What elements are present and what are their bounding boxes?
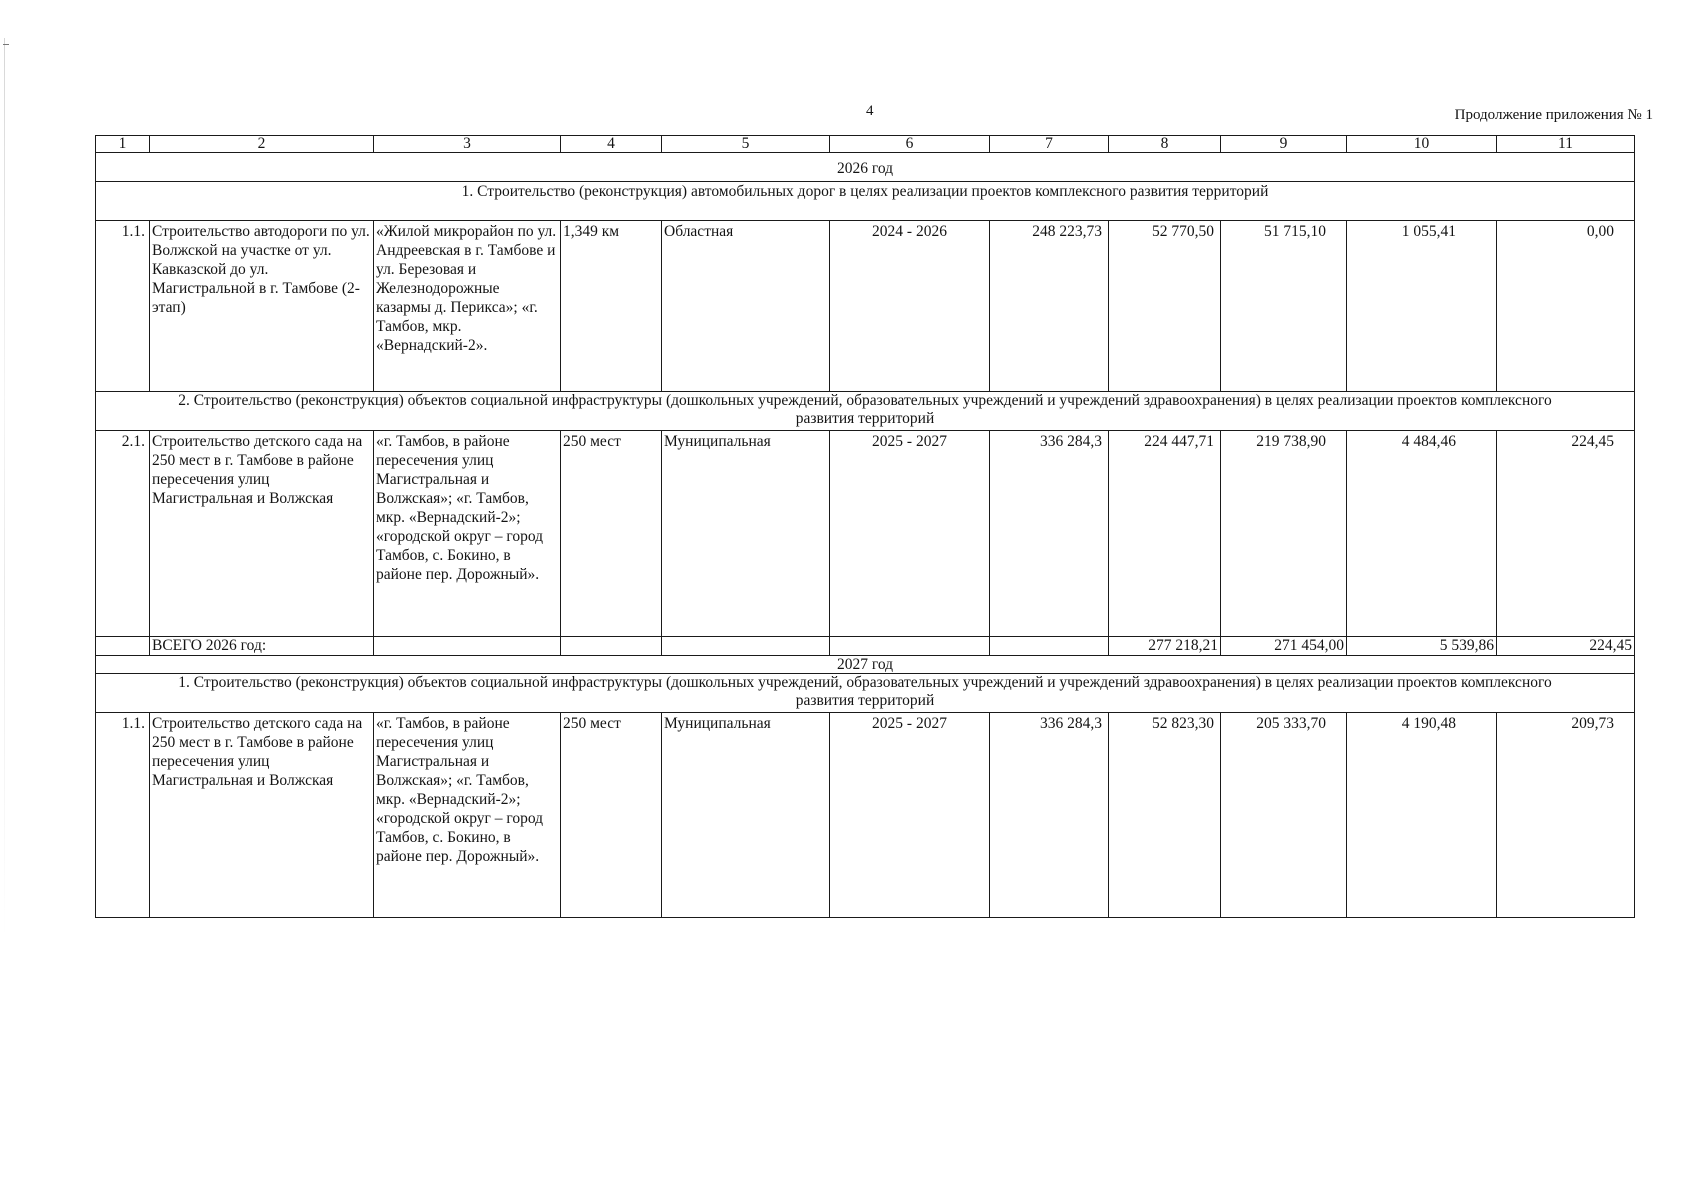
funding-col-10: 4 190,48 — [1347, 713, 1497, 918]
total-col-11: 224,45 — [1497, 637, 1635, 656]
object-location: «Жилой микрорайон по ул. Андреевская в г. Тамбове и ул. Березовая и Железнодорожные казармы д. Перикса»; «г. Тамбов, мкр. «Вернадский-2». — [374, 221, 561, 392]
scan-edge-tick — [3, 44, 9, 45]
funding-col-10: 1 055,41 — [1347, 221, 1497, 392]
appendix-table — [95, 135, 1635, 918]
object-name: Строительство автодороги по ул. Волжской на участке от ул. Кавказской до ул. Магистральной в г. Тамбове (2-этап) — [150, 221, 374, 392]
total-empty — [96, 637, 150, 656]
total-col-10: 5 539,86 — [1347, 637, 1497, 656]
scan-edge-mark — [4, 38, 5, 938]
section-header-row — [96, 674, 1635, 713]
total-empty — [561, 637, 662, 656]
col-num-3: 3 — [374, 136, 561, 153]
col-num-2: 2 — [150, 136, 374, 153]
estimated-cost: 336 284,3 — [990, 431, 1109, 637]
table-row — [96, 431, 1635, 637]
funding-col-10: 4 484,46 — [1347, 431, 1497, 637]
total-empty — [662, 637, 830, 656]
section-header-row — [96, 182, 1635, 221]
continuation-heading: Продолжение приложения № 1 — [1454, 107, 1653, 123]
object-capacity: 250 мест — [561, 713, 662, 918]
object-capacity: 1,349 км — [561, 221, 662, 392]
col-num-7: 7 — [990, 136, 1109, 153]
total-empty — [990, 637, 1109, 656]
year-header-row — [96, 153, 1635, 182]
ownership-type: Муниципальная — [662, 713, 830, 918]
funding-col-9: 51 715,10 — [1221, 221, 1347, 392]
col-num-8: 8 — [1109, 136, 1221, 153]
col-num-9: 9 — [1221, 136, 1347, 153]
row-number: 2.1. — [96, 431, 150, 637]
estimated-cost: 248 223,73 — [990, 221, 1109, 392]
column-number-row — [96, 136, 1635, 153]
table-row — [96, 713, 1635, 918]
construction-period: 2024 - 2026 — [830, 221, 990, 392]
table-row — [96, 221, 1635, 392]
section-social-title: 2. Строительство (реконструкция) объектов социальной инфраструктуры (дошкольных учреждений, образовательных учреждений и учреждений здравоохранения) в целях реализации проектов комплексного развития территорий — [96, 392, 1635, 431]
funding-col-11: 0,00 — [1497, 221, 1635, 392]
col-num-4: 4 — [561, 136, 662, 153]
funding-col-9: 205 333,70 — [1221, 713, 1347, 918]
object-location: «г. Тамбов, в районе пересечения улиц Магистральная и Волжская»; «г. Тамбов, мкр. «Вернадский-2»; «городской округ – город Тамбов, с. Бокино, в районе пер. Дорожный». — [374, 431, 561, 637]
total-empty — [830, 637, 990, 656]
col-num-1: 1 — [96, 136, 150, 153]
section-social-title-2027: 1. Строительство (реконструкция) объектов социальной инфраструктуры (дошкольных учреждений, образовательных учреждений и учреждений здравоохранения) в целях реализации проектов комплексного развития территорий — [96, 674, 1635, 713]
funding-total: 52 823,30 — [1109, 713, 1221, 918]
year-2027-title: 2027 год — [96, 656, 1635, 674]
funding-col-9: 219 738,90 — [1221, 431, 1347, 637]
col-num-6: 6 — [830, 136, 990, 153]
year-header-row — [96, 656, 1635, 674]
total-empty — [374, 637, 561, 656]
ownership-type: Областная — [662, 221, 830, 392]
object-name: Строительство детского сада на 250 мест в г. Тамбове в районе пересечения улиц Магистральная и Волжская — [150, 431, 374, 637]
funding-col-11: 224,45 — [1497, 431, 1635, 637]
total-label: ВСЕГО 2026 год: — [150, 637, 374, 656]
funding-total: 224 447,71 — [1109, 431, 1221, 637]
object-name: Строительство детского сада на 250 мест в г. Тамбове в районе пересечения улиц Магистральная и Волжская — [150, 713, 374, 918]
estimated-cost: 336 284,3 — [990, 713, 1109, 918]
total-col-8: 277 218,21 — [1109, 637, 1221, 656]
funding-total: 52 770,50 — [1109, 221, 1221, 392]
col-num-11: 11 — [1497, 136, 1635, 153]
total-col-9: 271 454,00 — [1221, 637, 1347, 656]
year-2026-title: 2026 год — [96, 153, 1635, 182]
construction-period: 2025 - 2027 — [830, 431, 990, 637]
construction-period: 2025 - 2027 — [830, 713, 990, 918]
total-row — [96, 637, 1635, 656]
object-location: «г. Тамбов, в районе пересечения улиц Магистральная и Волжская»; «г. Тамбов, мкр. «Вернадский-2»; «городской округ – город Тамбов, с. Бокино, в районе пер. Дорожный». — [374, 713, 561, 918]
page-number: 4 — [866, 103, 874, 119]
section-roads-title: 1. Строительство (реконструкция) автомобильных дорог в целях реализации проектов комплексного развития территорий — [96, 182, 1635, 221]
object-capacity: 250 мест — [561, 431, 662, 637]
row-number: 1.1. — [96, 221, 150, 392]
ownership-type: Муниципальная — [662, 431, 830, 637]
funding-col-11: 209,73 — [1497, 713, 1635, 918]
section-header-row — [96, 392, 1635, 431]
row-number: 1.1. — [96, 713, 150, 918]
col-num-5: 5 — [662, 136, 830, 153]
col-num-10: 10 — [1347, 136, 1497, 153]
